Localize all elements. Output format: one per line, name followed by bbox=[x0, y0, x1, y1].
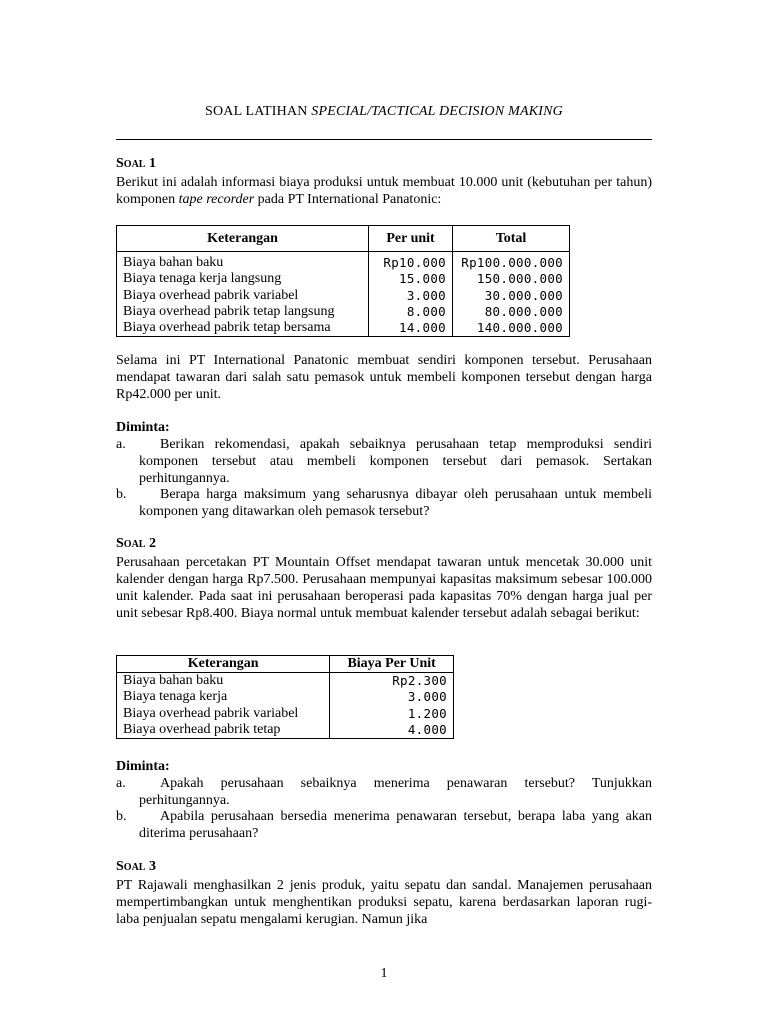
row-label: Biaya tenaga kerja langsung bbox=[117, 271, 369, 287]
item-text: Berapa harga maksimum yang seharusnya dibayar oleh perusahaan untuk membeli komponen yang ditawarkan oleh pemasok tersebut? bbox=[139, 487, 652, 519]
row-label: Biaya bahan baku bbox=[117, 252, 369, 272]
soal-2-heading: Soal 2 bbox=[116, 536, 156, 551]
table-row bbox=[117, 271, 570, 287]
cost-cell: 4.000 bbox=[330, 722, 454, 739]
table-row bbox=[117, 689, 454, 705]
table-row bbox=[117, 722, 454, 739]
per-unit-cell: Rp10.000 bbox=[369, 252, 453, 272]
table-row bbox=[117, 673, 454, 690]
item-text: Apabila perusahaan bersedia menerima penawaran tersebut, berapa laba yang akan diterima perusahaan? bbox=[139, 809, 652, 841]
cost-cell: 3.000 bbox=[330, 689, 454, 705]
cost-cell: 1.200 bbox=[330, 705, 454, 721]
row-label: Biaya overhead pabrik tetap langsung bbox=[117, 304, 369, 320]
soal-1-diminta: Diminta: bbox=[116, 420, 170, 435]
table-row bbox=[117, 252, 570, 272]
row-label: Biaya overhead pabrik tetap bbox=[117, 722, 330, 739]
row-label: Biaya overhead pabrik variabel bbox=[117, 287, 369, 303]
row-label: Biaya tenaga kerja bbox=[117, 689, 330, 705]
soal-3-paragraph: PT Rajawali menghasilkan 2 jenis produk, yaitu sepatu dan sandal. Manajemen perusahaan mempertimbangkan untuk menghentikan produksi sepatu, karena berdasarkan laporan rugi-laba penjualan sepatu mengalami kerugian. Namun jika bbox=[116, 878, 652, 927]
total-cell: 30.000.000 bbox=[453, 287, 570, 303]
table-row bbox=[117, 320, 570, 337]
table-header-row bbox=[117, 226, 570, 252]
soal-1-item-b bbox=[116, 486, 652, 520]
soal-2-paragraph: Perusahaan percetakan PT Mountain Offset mendapat tawaran untuk mencetak 30.000 unit kalender dengan harga Rp7.500. Perusahaan mempunyai kapasitas maksimum sebesar 100.000 unit kalender. Pada saat ini perusahaan beroperasi pada kapasitas 70% dengan harga jual per unit sebesar Rp8.400. Biaya normal untuk membuat kalender tersebut adalah sebagai berikut: bbox=[116, 555, 652, 621]
total-cell: 80.000.000 bbox=[453, 304, 570, 320]
soal-2-cost-table bbox=[116, 655, 454, 739]
item-text: Apakah perusahaan sebaiknya menerima penawaran tersebut? Tunjukkan perhitungannya. bbox=[139, 776, 652, 808]
per-unit-cell: 15.000 bbox=[369, 271, 453, 287]
column-header: Biaya Per Unit bbox=[330, 656, 454, 673]
total-cell: 140.000.000 bbox=[453, 320, 570, 337]
item-label: a. bbox=[116, 776, 126, 791]
item-label: b. bbox=[116, 809, 127, 824]
soal-1-item-a bbox=[116, 436, 652, 487]
table-header-row bbox=[117, 656, 454, 673]
total-cell: 150.000.000 bbox=[453, 271, 570, 287]
title-divider bbox=[116, 139, 652, 140]
soal-1-paragraph: Selama ini PT International Panatonic membuat sendiri komponen tersebut. Perusahaan mendapat tawaran dari salah satu pemasok untuk membeli komponen tersebut dengan harga Rp42.000 per unit. bbox=[116, 353, 652, 402]
column-header: Keterangan bbox=[117, 656, 330, 673]
soal-1-intro: Berikut ini adalah informasi biaya produksi untuk membuat 10.000 unit (kebutuhan per tahun) komponen tape recorder pada PT International Panatonic: bbox=[116, 175, 652, 207]
page-title: SOAL LATIHAN SPECIAL/TACTICAL DECISION MAKING bbox=[205, 104, 563, 119]
per-unit-cell: 3.000 bbox=[369, 287, 453, 303]
soal-1-cost-table bbox=[116, 225, 570, 337]
column-header: Per unit bbox=[369, 226, 453, 252]
item-text: Berikan rekomendasi, apakah sebaiknya perusahaan tetap memproduksi sendiri komponen tersebut atau membeli komponen tersebut dari pemasok. Sertakan perhitungannya. bbox=[139, 437, 652, 486]
total-cell: Rp100.000.000 bbox=[453, 252, 570, 272]
soal-2-item-a bbox=[116, 775, 652, 809]
table-row bbox=[117, 304, 570, 320]
cost-cell: Rp2.300 bbox=[330, 673, 454, 690]
per-unit-cell: 8.000 bbox=[369, 304, 453, 320]
row-label: Biaya overhead pabrik variabel bbox=[117, 705, 330, 721]
page-number: 1 bbox=[380, 966, 388, 981]
column-header: Keterangan bbox=[117, 226, 369, 252]
soal-2-item-b bbox=[116, 808, 652, 842]
column-header: Total bbox=[453, 226, 570, 252]
item-label: b. bbox=[116, 487, 127, 502]
soal-1-heading: Soal 1 bbox=[116, 156, 156, 171]
soal-2-diminta: Diminta: bbox=[116, 759, 170, 774]
soal-3-heading: Soal 3 bbox=[116, 859, 156, 874]
row-label: Biaya overhead pabrik tetap bersama bbox=[117, 320, 369, 337]
item-label: a. bbox=[116, 437, 126, 452]
table-row bbox=[117, 705, 454, 721]
row-label: Biaya bahan baku bbox=[117, 673, 330, 690]
per-unit-cell: 14.000 bbox=[369, 320, 453, 337]
table-row bbox=[117, 287, 570, 303]
